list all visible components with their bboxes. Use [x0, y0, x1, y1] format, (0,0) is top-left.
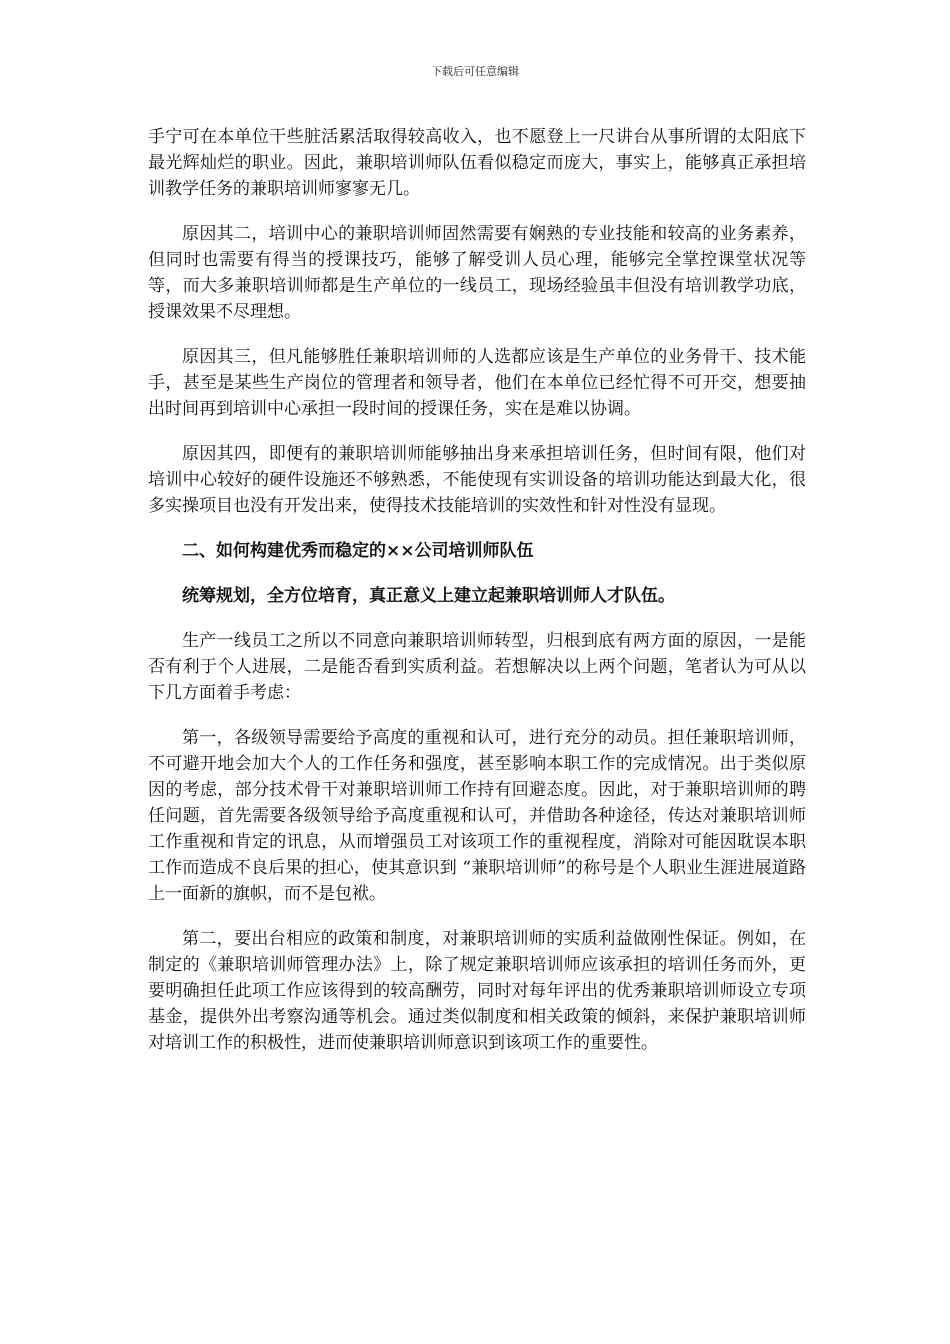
paragraph-reason-three: 原因其三，但凡能够胜任兼职培训师的人选都应该是生产单位的业务骨干、技术能手，甚至是某些生产岗位的管理者和领导者，他们在本单位已经忙得不可开交，想要抽出时间再到培训中心承担一段时间的授课任务，实在是难以协调。 [148, 347, 806, 419]
document-body [148, 124, 806, 1075]
paragraph-reason-two: 原因其二，培训中心的兼职培训师固然需要有娴熟的专业技能和较高的业务素养，但同时也需要有得当的授课技巧，能够了解受训人员心理，能够完全掌控课堂状况等等，而大多兼职培训师都是生产单位的一线员工，现场经验虽丰但没有培训教学功底，授课效果不尽理想。 [148, 224, 806, 322]
paragraph-reason-four: 原因其四，即便有的兼职培训师能够抽出身来承担培训任务，但时间有限，他们对培训中心较好的硬件设施还不够熟悉，不能使现有实训设备的培训功能达到最大化，很多实操项目也没有开发出来，使得技术技能培训的实效性和针对性没有显现。 [148, 444, 806, 516]
paragraph-continuation: 手宁可在本单位干些脏活累活取得较高收入，也不愿登上一尺讲台从事所谓的太阳底下最光辉灿烂的职业。因此，兼职培训师队伍看似稳定而庞大，事实上，能够真正承担培训教学任务的兼职培训师寥寥无几。 [148, 127, 806, 199]
section-heading: 二、如何构建优秀而稳定的××公司培训师队伍 [182, 541, 534, 561]
subsection-heading: 统筹规划，全方位培育，真正意义上建立起兼职培训师人才队伍。 [182, 586, 675, 606]
paragraph-point-two: 第二，要出台相应的政策和制度，对兼职培训师的实质利益做刚性保证。例如，在制定的《兼职培训师管理办法》上，除了规定兼职培训师应该承担的培训任务而外，更要明确担任此项工作应该得到的较高酬劳，同时对每年评出的优秀兼职培训师设立专项基金，提供外出考察沟通等机会。通过类似制度和相关政策的倾斜，来保护兼职培训师对培训工作的积极性，进而使兼职培训师意识到该项工作的重要性。 [148, 929, 806, 1053]
page-header-note: 下载后可任意编辑 [431, 65, 519, 78]
paragraph-point-one: 第一，各级领导需要给予高度的重视和认可，进行充分的动员。担任兼职培训师，不可避开地会加大个人的工作任务和强度，甚至影响本职工作的完成情况。出于类似原因的考虑，部分技术骨干对兼职培训师工作持有回避态度。因此，对于兼职培训师的聘任问题，首先需要各级领导给予高度重视和认可，并借助各种途径，传达对兼职培训师工作重视和肯定的讯息，从而增强员工对该项工作的重视程度，消除对可能因耽误本职工作而造成不良后果的担心，使其意识到 “兼职培训师”的称号是个人职业生涯进展道路上一面新的旗帜，而不是包袱。 [148, 728, 806, 904]
paragraph-intro: 生产一线员工之所以不同意向兼职培训师转型，归根到底有两方面的原因，一是能否有利于个人进展，二是能否看到实质利益。若想解决以上两个问题，笔者认为可从以下几方面着手考虑： [148, 631, 806, 703]
